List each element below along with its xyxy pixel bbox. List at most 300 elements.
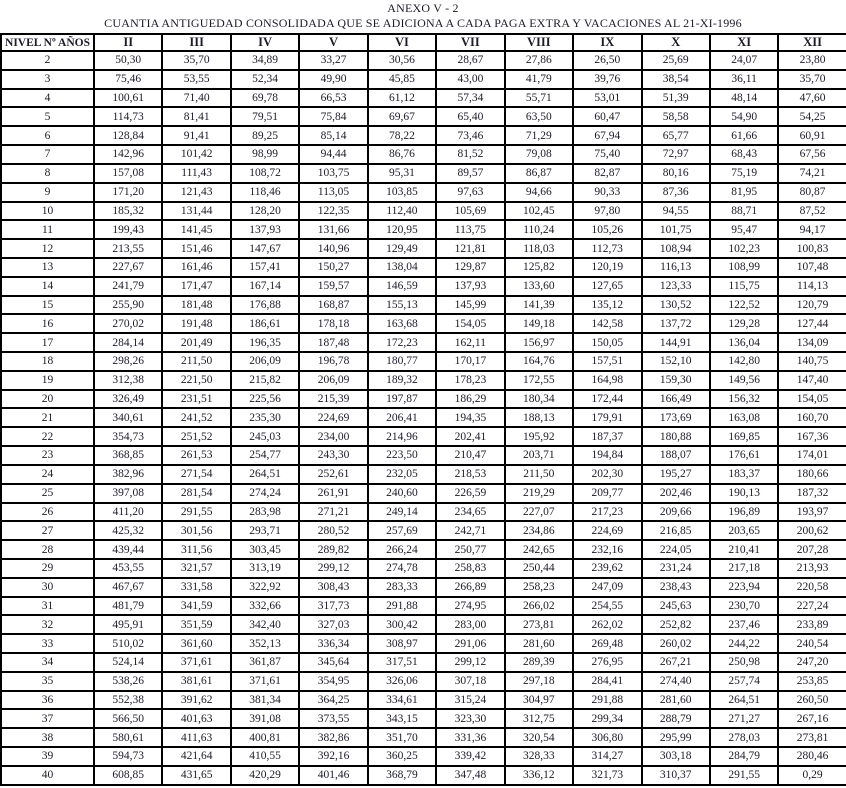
table-row: [1, 728, 846, 747]
value-cell: 312,38: [94, 371, 162, 390]
value-cell: 154,05: [436, 314, 504, 333]
value-cell: 352,13: [231, 634, 299, 653]
value-cell: 245,63: [642, 597, 710, 616]
value-cell: 65,77: [642, 126, 710, 145]
value-cell: 33,27: [299, 51, 367, 70]
value-cell: 75,19: [710, 164, 778, 183]
value-cell: 154,05: [778, 390, 846, 409]
nivel-cell: 2: [1, 51, 94, 70]
value-cell: 310,37: [642, 766, 710, 785]
value-cell: 91,41: [162, 126, 230, 145]
value-cell: 336,12: [505, 766, 573, 785]
value-cell: 137,93: [231, 220, 299, 239]
value-cell: 161,46: [162, 258, 230, 277]
column-header: VIII: [505, 34, 573, 51]
value-cell: 112,73: [573, 239, 641, 258]
value-cell: 189,32: [368, 371, 436, 390]
value-cell: 242,65: [505, 540, 573, 559]
value-cell: 136,04: [710, 333, 778, 352]
value-cell: 371,61: [231, 672, 299, 691]
value-cell: 321,73: [573, 766, 641, 785]
value-cell: 180,34: [505, 390, 573, 409]
table-row: [1, 145, 846, 164]
value-cell: 167,36: [778, 427, 846, 446]
value-cell: 340,61: [94, 408, 162, 427]
value-cell: 264,51: [710, 691, 778, 710]
value-cell: 81,41: [162, 107, 230, 126]
value-cell: 97,63: [436, 183, 504, 202]
value-cell: 299,12: [436, 653, 504, 672]
nivel-cell: 33: [1, 634, 94, 653]
value-cell: 145,99: [436, 296, 504, 315]
value-cell: 241,79: [94, 277, 162, 296]
value-cell: 137,72: [642, 314, 710, 333]
value-cell: 241,52: [162, 408, 230, 427]
value-cell: 202,46: [642, 484, 710, 503]
document-header: [0, 0, 846, 31]
value-cell: 156,32: [710, 390, 778, 409]
value-cell: 239,62: [573, 559, 641, 578]
value-cell: 203,71: [505, 446, 573, 465]
value-cell: 453,55: [94, 559, 162, 578]
nivel-cell: 21: [1, 408, 94, 427]
value-cell: 50,30: [94, 51, 162, 70]
value-cell: 298,26: [94, 352, 162, 371]
value-cell: 87,52: [778, 202, 846, 221]
value-cell: 71,29: [505, 126, 573, 145]
value-cell: 341,59: [162, 597, 230, 616]
table-row: [1, 578, 846, 597]
value-cell: 164,76: [505, 352, 573, 371]
value-cell: 401,63: [162, 709, 230, 728]
value-cell: 155,13: [368, 296, 436, 315]
value-cell: 211,50: [505, 465, 573, 484]
nivel-cell: 5: [1, 107, 94, 126]
value-cell: 128,20: [231, 202, 299, 221]
value-cell: 284,41: [573, 672, 641, 691]
value-cell: 250,44: [505, 559, 573, 578]
value-cell: 195,92: [505, 427, 573, 446]
value-cell: 291,55: [710, 766, 778, 785]
table-row: [1, 634, 846, 653]
value-cell: 276,95: [573, 653, 641, 672]
value-cell: 231,24: [642, 559, 710, 578]
value-cell: 245,03: [231, 427, 299, 446]
value-cell: 27,86: [505, 51, 573, 70]
value-cell: 159,57: [299, 277, 367, 296]
value-cell: 107,48: [778, 258, 846, 277]
value-cell: 249,14: [368, 503, 436, 522]
value-cell: 129,49: [368, 239, 436, 258]
nivel-cell: 13: [1, 258, 94, 277]
value-cell: 144,91: [642, 333, 710, 352]
nivel-cell: 4: [1, 89, 94, 108]
value-cell: 420,29: [231, 766, 299, 785]
table-row: [1, 239, 846, 258]
value-cell: 326,06: [368, 672, 436, 691]
column-header: II: [94, 34, 162, 51]
nivel-cell: 28: [1, 540, 94, 559]
value-cell: 257,74: [710, 672, 778, 691]
value-cell: 60,91: [778, 126, 846, 145]
value-cell: 250,98: [710, 653, 778, 672]
value-cell: 135,12: [573, 296, 641, 315]
value-cell: 220,58: [778, 578, 846, 597]
value-cell: 75,84: [299, 107, 367, 126]
value-cell: 121,43: [162, 183, 230, 202]
value-cell: 35,70: [778, 70, 846, 89]
table-body: [1, 51, 846, 785]
value-cell: 351,70: [368, 728, 436, 747]
value-cell: 580,61: [94, 728, 162, 747]
value-cell: 233,89: [778, 615, 846, 634]
value-cell: 73,46: [436, 126, 504, 145]
value-cell: 232,16: [573, 540, 641, 559]
value-cell: 538,26: [94, 672, 162, 691]
value-cell: 160,70: [778, 408, 846, 427]
value-cell: 260,50: [778, 691, 846, 710]
value-cell: 308,43: [299, 578, 367, 597]
value-cell: 67,56: [778, 145, 846, 164]
table-row: [1, 202, 846, 221]
value-cell: 313,19: [231, 559, 299, 578]
nivel-cell: 10: [1, 202, 94, 221]
value-cell: 215,39: [299, 390, 367, 409]
table-row: [1, 691, 846, 710]
value-cell: 283,98: [231, 503, 299, 522]
value-cell: 24,07: [710, 51, 778, 70]
nivel-cell: 17: [1, 333, 94, 352]
nivel-cell: 14: [1, 277, 94, 296]
value-cell: 86,87: [505, 164, 573, 183]
value-cell: 308,97: [368, 634, 436, 653]
table-row: [1, 314, 846, 333]
value-cell: 495,91: [94, 615, 162, 634]
value-cell: 172,55: [505, 371, 573, 390]
value-cell: 300,42: [368, 615, 436, 634]
value-cell: 209,77: [573, 484, 641, 503]
value-cell: 169,85: [710, 427, 778, 446]
value-cell: 332,66: [231, 597, 299, 616]
nivel-cell: 24: [1, 465, 94, 484]
value-cell: 594,73: [94, 747, 162, 766]
value-cell: 137,93: [436, 277, 504, 296]
value-cell: 266,24: [368, 540, 436, 559]
value-cell: 288,79: [642, 709, 710, 728]
value-cell: 120,79: [778, 296, 846, 315]
value-cell: 297,18: [505, 672, 573, 691]
value-cell: 467,67: [94, 578, 162, 597]
value-cell: 334,61: [368, 691, 436, 710]
value-cell: 164,98: [573, 371, 641, 390]
value-cell: 317,51: [368, 653, 436, 672]
value-cell: 34,89: [231, 51, 299, 70]
column-header: IV: [231, 34, 299, 51]
value-cell: 247,20: [778, 653, 846, 672]
value-cell: 94,66: [505, 183, 573, 202]
value-cell: 299,12: [299, 559, 367, 578]
value-cell: 35,70: [162, 51, 230, 70]
value-cell: 74,21: [778, 164, 846, 183]
value-cell: 149,56: [710, 371, 778, 390]
table-row: [1, 183, 846, 202]
value-cell: 266,02: [505, 597, 573, 616]
value-cell: 123,33: [642, 277, 710, 296]
nivel-cell: 11: [1, 220, 94, 239]
value-cell: 224,69: [573, 521, 641, 540]
value-cell: 127,65: [573, 277, 641, 296]
value-cell: 274,78: [368, 559, 436, 578]
value-cell: 102,45: [505, 202, 573, 221]
nivel-cell: 15: [1, 296, 94, 315]
value-cell: 411,20: [94, 503, 162, 522]
nivel-cell: 23: [1, 446, 94, 465]
value-cell: 317,73: [299, 597, 367, 616]
table-row: [1, 521, 846, 540]
value-cell: 55,71: [505, 89, 573, 108]
table-row: [1, 446, 846, 465]
table-row: [1, 371, 846, 390]
value-cell: 66,53: [299, 89, 367, 108]
value-cell: 101,42: [162, 145, 230, 164]
value-cell: 211,50: [162, 352, 230, 371]
value-cell: 113,75: [436, 220, 504, 239]
value-cell: 188,07: [642, 446, 710, 465]
value-cell: 252,61: [299, 465, 367, 484]
value-cell: 368,85: [94, 446, 162, 465]
antiguedad-consolidada-table: [0, 33, 846, 786]
value-cell: 170,17: [436, 352, 504, 371]
value-cell: 202,41: [436, 427, 504, 446]
table-row: [1, 89, 846, 108]
value-cell: 140,75: [778, 352, 846, 371]
value-cell: 234,86: [505, 521, 573, 540]
value-cell: 361,87: [231, 653, 299, 672]
value-cell: 289,39: [505, 653, 573, 672]
value-cell: 303,18: [642, 747, 710, 766]
table-row: [1, 465, 846, 484]
value-cell: 45,85: [368, 70, 436, 89]
value-cell: 262,02: [573, 615, 641, 634]
value-cell: 250,77: [436, 540, 504, 559]
value-cell: 47,60: [778, 89, 846, 108]
value-cell: 273,81: [505, 615, 573, 634]
nivel-cell: 7: [1, 145, 94, 164]
value-cell: 48,14: [710, 89, 778, 108]
value-cell: 115,75: [710, 277, 778, 296]
header-row: [1, 34, 846, 51]
value-cell: 131,44: [162, 202, 230, 221]
value-cell: 401,46: [299, 766, 367, 785]
value-cell: 186,61: [231, 314, 299, 333]
nivel-cell: 20: [1, 390, 94, 409]
value-cell: 336,34: [299, 634, 367, 653]
value-cell: 331,36: [436, 728, 504, 747]
value-cell: 108,99: [710, 258, 778, 277]
value-cell: 194,35: [436, 408, 504, 427]
value-cell: 382,96: [94, 465, 162, 484]
value-cell: 251,52: [162, 427, 230, 446]
nivel-cell: 37: [1, 709, 94, 728]
table-row: [1, 126, 846, 145]
value-cell: 120,95: [368, 220, 436, 239]
value-cell: 147,67: [231, 239, 299, 258]
value-cell: 133,60: [505, 277, 573, 296]
value-cell: 102,23: [710, 239, 778, 258]
value-cell: 90,33: [573, 183, 641, 202]
value-cell: 381,34: [231, 691, 299, 710]
value-cell: 53,55: [162, 70, 230, 89]
value-cell: 71,40: [162, 89, 230, 108]
value-cell: 223,94: [710, 578, 778, 597]
value-cell: 360,25: [368, 747, 436, 766]
value-cell: 152,10: [642, 352, 710, 371]
value-cell: 397,08: [94, 484, 162, 503]
value-cell: 274,24: [231, 484, 299, 503]
table-row: [1, 352, 846, 371]
value-cell: 171,47: [162, 277, 230, 296]
nivel-cell: 9: [1, 183, 94, 202]
value-cell: 87,36: [642, 183, 710, 202]
value-cell: 114,13: [778, 277, 846, 296]
value-cell: 69,67: [368, 107, 436, 126]
value-cell: 79,08: [505, 145, 573, 164]
value-cell: 128,84: [94, 126, 162, 145]
value-cell: 26,50: [573, 51, 641, 70]
value-cell: 273,81: [778, 728, 846, 747]
value-cell: 524,14: [94, 653, 162, 672]
value-cell: 95,47: [710, 220, 778, 239]
value-cell: 187,32: [778, 484, 846, 503]
value-cell: 244,22: [710, 634, 778, 653]
value-cell: 97,80: [573, 202, 641, 221]
page-subtitle: CUANTIA ANTIGUEDAD CONSOLIDADA QUE SE ADICIONA A CADA PAGA EXTRA Y VACACIONES AL 21-XI-1996: [104, 16, 742, 30]
value-cell: 111,43: [162, 164, 230, 183]
table-head: [1, 34, 846, 51]
nivel-cell: 36: [1, 691, 94, 710]
nivel-cell: 34: [1, 653, 94, 672]
table-row: [1, 390, 846, 409]
value-cell: 299,34: [573, 709, 641, 728]
table-row: [1, 107, 846, 126]
value-cell: 190,13: [710, 484, 778, 503]
value-cell: 61,12: [368, 89, 436, 108]
nivel-cell: 18: [1, 352, 94, 371]
value-cell: 328,33: [505, 747, 573, 766]
value-cell: 214,96: [368, 427, 436, 446]
value-cell: 439,44: [94, 540, 162, 559]
table-row: [1, 484, 846, 503]
value-cell: 118,03: [505, 239, 573, 258]
value-cell: 254,55: [573, 597, 641, 616]
value-cell: 156,97: [505, 333, 573, 352]
value-cell: 129,28: [710, 314, 778, 333]
value-cell: 252,82: [642, 615, 710, 634]
value-cell: 142,80: [710, 352, 778, 371]
value-cell: 58,58: [642, 107, 710, 126]
value-cell: 354,95: [299, 672, 367, 691]
nivel-cell: 32: [1, 615, 94, 634]
value-cell: 400,81: [231, 728, 299, 747]
value-cell: 343,15: [368, 709, 436, 728]
value-cell: 257,69: [368, 521, 436, 540]
value-cell: 271,27: [710, 709, 778, 728]
value-cell: 284,79: [710, 747, 778, 766]
value-cell: 304,97: [505, 691, 573, 710]
value-cell: 149,18: [505, 314, 573, 333]
value-cell: 65,40: [436, 107, 504, 126]
value-cell: 81,52: [436, 145, 504, 164]
nivel-column-header: NIVEL Nº AÑOS: [1, 34, 94, 51]
value-cell: 291,88: [573, 691, 641, 710]
value-cell: 209,66: [642, 503, 710, 522]
value-cell: 280,52: [299, 521, 367, 540]
value-cell: 121,81: [436, 239, 504, 258]
value-cell: 195,27: [642, 465, 710, 484]
value-cell: 361,60: [162, 634, 230, 653]
value-cell: 80,16: [642, 164, 710, 183]
value-cell: 421,64: [162, 747, 230, 766]
value-cell: 295,99: [642, 728, 710, 747]
value-cell: 181,48: [162, 296, 230, 315]
value-cell: 254,77: [231, 446, 299, 465]
value-cell: 234,65: [436, 503, 504, 522]
value-cell: 122,52: [710, 296, 778, 315]
table-row: [1, 540, 846, 559]
table-row: [1, 51, 846, 70]
value-cell: 194,84: [573, 446, 641, 465]
value-cell: 258,23: [505, 578, 573, 597]
value-cell: 243,30: [299, 446, 367, 465]
value-cell: 150,05: [573, 333, 641, 352]
value-cell: 224,69: [299, 408, 367, 427]
value-cell: 141,45: [162, 220, 230, 239]
value-cell: 180,88: [642, 427, 710, 446]
value-cell: 234,00: [299, 427, 367, 446]
value-cell: 311,56: [162, 540, 230, 559]
value-cell: 203,65: [710, 521, 778, 540]
table-row: [1, 164, 846, 183]
value-cell: 200,62: [778, 521, 846, 540]
value-cell: 63,50: [505, 107, 573, 126]
value-cell: 552,38: [94, 691, 162, 710]
nivel-cell: 16: [1, 314, 94, 333]
value-cell: 69,78: [231, 89, 299, 108]
value-cell: 130,52: [642, 296, 710, 315]
value-cell: 188,13: [505, 408, 573, 427]
value-cell: 240,54: [778, 634, 846, 653]
value-cell: 247,09: [573, 578, 641, 597]
value-cell: 280,46: [778, 747, 846, 766]
value-cell: 306,80: [573, 728, 641, 747]
value-cell: 129,87: [436, 258, 504, 277]
value-cell: 174,01: [778, 446, 846, 465]
value-cell: 172,23: [368, 333, 436, 352]
value-cell: 206,41: [368, 408, 436, 427]
value-cell: 223,50: [368, 446, 436, 465]
value-cell: 226,59: [436, 484, 504, 503]
value-cell: 54,25: [778, 107, 846, 126]
column-header: III: [162, 34, 230, 51]
value-cell: 230,70: [710, 597, 778, 616]
value-cell: 72,97: [642, 145, 710, 164]
value-cell: 38,54: [642, 70, 710, 89]
value-cell: 118,46: [231, 183, 299, 202]
value-cell: 391,62: [162, 691, 230, 710]
nivel-cell: 8: [1, 164, 94, 183]
value-cell: 392,16: [299, 747, 367, 766]
value-cell: 196,35: [231, 333, 299, 352]
